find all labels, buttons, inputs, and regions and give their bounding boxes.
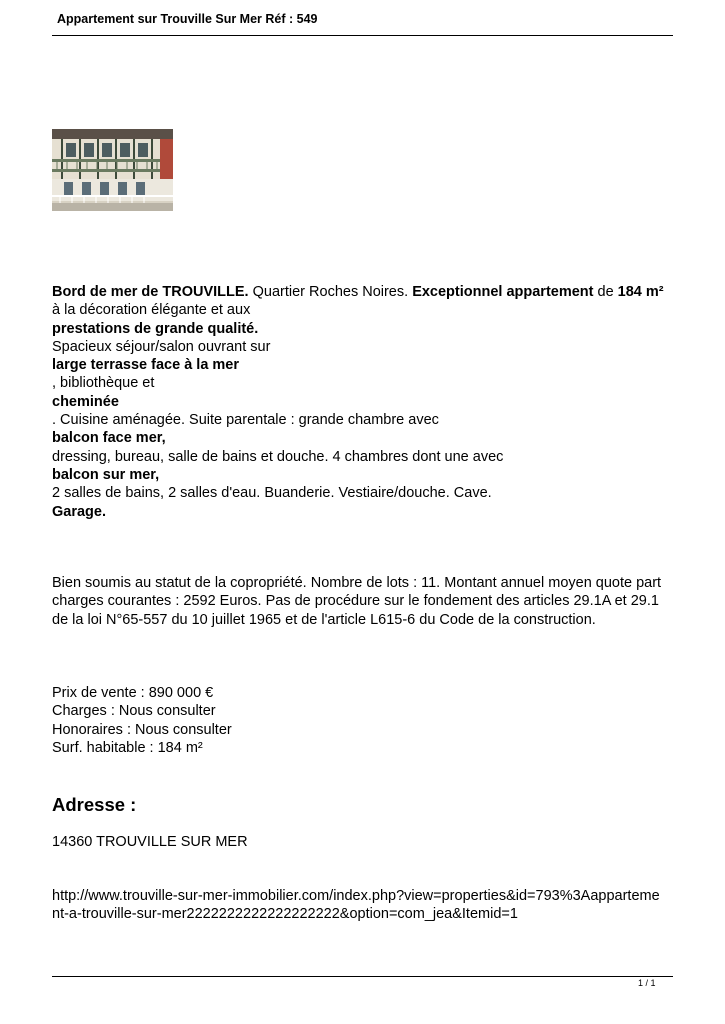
sale-price: Prix de vente : 890 000 € bbox=[52, 685, 214, 701]
description-line bbox=[52, 503, 664, 521]
description-line bbox=[52, 393, 664, 411]
description-line bbox=[52, 320, 664, 338]
price-details bbox=[52, 684, 232, 757]
description-line: à la décoration élégante et aux bbox=[52, 302, 251, 319]
description-line: Spacieux séjour/salon ouvrant sur bbox=[52, 338, 271, 355]
legal-line: Bien soumis au statut de la copropriété. Nombre de lots : 11. Montant annuel moyen quote part bbox=[52, 575, 662, 591]
address-value: 14360 TROUVILLE SUR MER bbox=[52, 834, 248, 850]
legal-line: de la loi N°65-557 du 10 juillet 1965 et de l'article L615-6 du Code de la construction. bbox=[52, 611, 596, 628]
description-bold: Exceptionnel appartement bbox=[412, 284, 594, 300]
legal-line: charges courantes : 2592 Euros. Pas de procédure sur le fondement des articles 29.1A et 29.1 bbox=[52, 593, 659, 610]
description-bold: balcon face mer, bbox=[52, 430, 166, 447]
property-photo bbox=[52, 129, 173, 211]
description-line: , bibliothèque et bbox=[52, 375, 155, 392]
description-bold: Garage. bbox=[52, 503, 106, 520]
legal-notice bbox=[52, 574, 661, 629]
description-line bbox=[52, 283, 664, 301]
description-bold: balcon sur mer, bbox=[52, 466, 160, 483]
description-line: dressing, bureau, salle de bains et douche. 4 chambres dont une avec bbox=[52, 448, 504, 465]
living-area: Surf. habitable : 184 m² bbox=[52, 739, 203, 756]
description-line bbox=[52, 466, 664, 484]
fees: Honoraires : Nous consulter bbox=[52, 721, 232, 738]
url-line[interactable]: nt-a-trouville-sur-mer2222222222222222222&option=com_jea&Itemid=1 bbox=[52, 906, 518, 923]
footer-rule bbox=[52, 976, 673, 977]
charges: Charges : Nous consulter bbox=[52, 703, 216, 720]
description-text: Quartier Roches Noires. bbox=[248, 284, 413, 300]
description-line bbox=[52, 429, 664, 447]
description-bold: Bord de mer de TROUVILLE. bbox=[52, 284, 249, 300]
description-line: . Cuisine aménagée. Suite parentale : grande chambre avec bbox=[52, 412, 439, 429]
url-line[interactable]: http://www.trouville-sur-mer-immobilier.com/index.php?view=properties&id=793%3Aapparteme bbox=[52, 888, 660, 904]
header-rule bbox=[52, 35, 673, 36]
document-title: Appartement sur Trouville Sur Mer Réf : 549 bbox=[57, 12, 318, 26]
description-text: de bbox=[593, 284, 618, 300]
description-line bbox=[52, 356, 664, 374]
property-url[interactable] bbox=[52, 887, 660, 924]
description-bold: prestations de grande qualité. bbox=[52, 320, 259, 337]
description-bold: large terrasse face à la mer bbox=[52, 357, 240, 374]
description-bold: cheminée bbox=[52, 393, 119, 410]
address-heading: Adresse : bbox=[52, 794, 137, 815]
page-number: 1 / 1 bbox=[638, 978, 656, 988]
property-description bbox=[52, 283, 664, 521]
description-bold: 184 m² bbox=[617, 284, 664, 300]
description-line: 2 salles de bains, 2 salles d'eau. Buanderie. Vestiaire/douche. Cave. bbox=[52, 485, 492, 502]
